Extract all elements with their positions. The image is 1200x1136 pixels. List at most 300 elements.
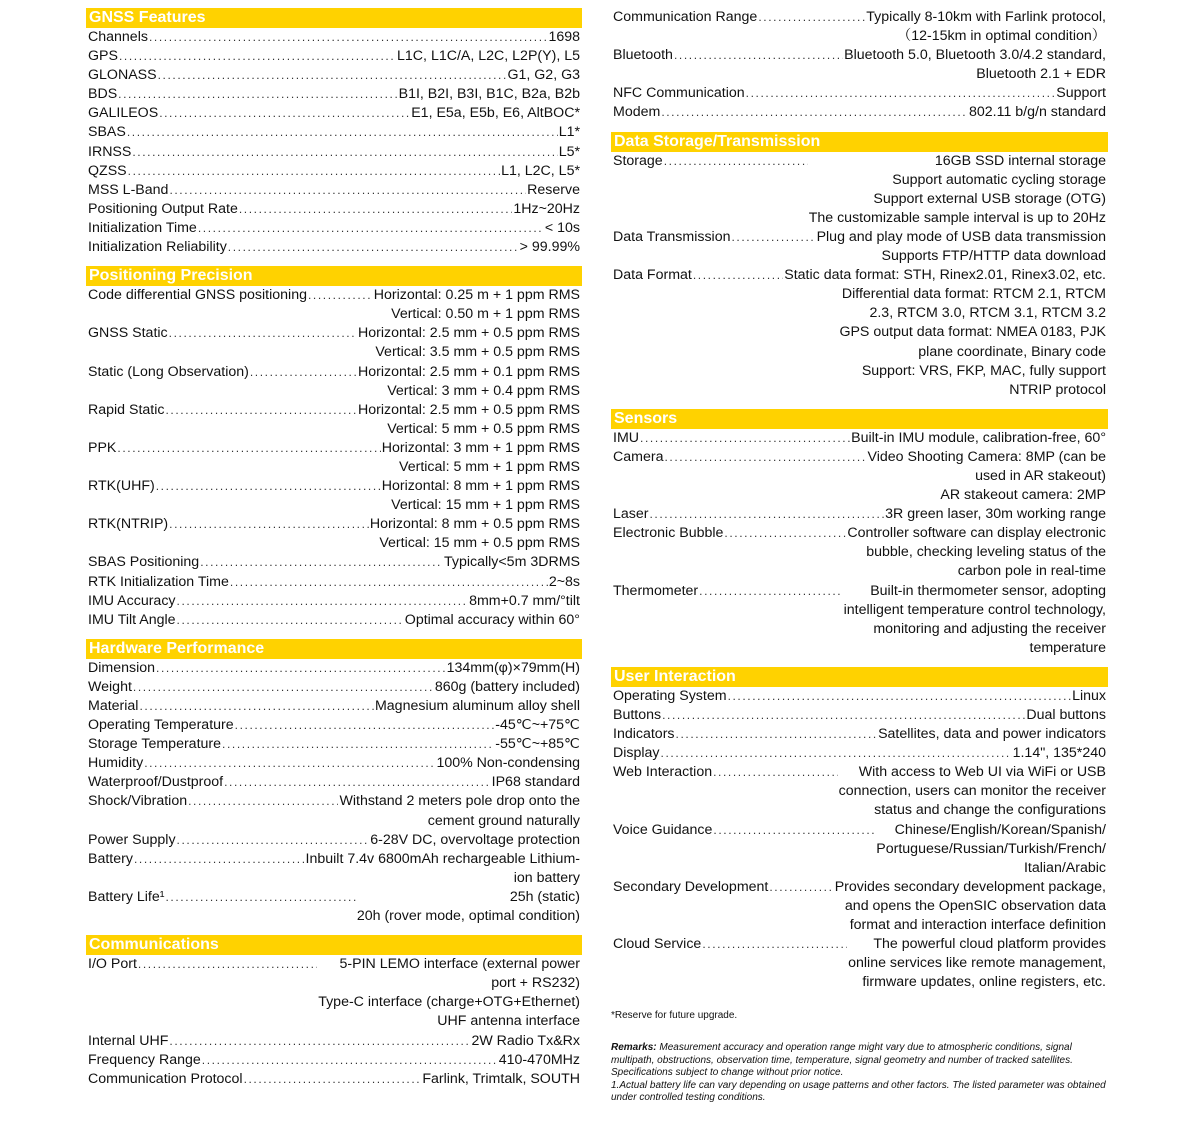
- dot-leader: [662, 706, 1025, 725]
- spec-value-line: The powerful cloud platform provides: [873, 936, 1106, 953]
- section-title: Communications: [86, 935, 582, 955]
- spec-value-line: L1*: [558, 124, 580, 141]
- spec-row: [88, 439, 580, 477]
- section-title: Hardware Performance: [86, 639, 582, 659]
- spec-row: [88, 238, 580, 257]
- spec-label: Positioning Output Rate: [88, 200, 238, 217]
- spec-value-line: bubble, checking leveling status of the: [866, 544, 1106, 561]
- spec-value: [868, 448, 1106, 505]
- spec-value-line: 1Hz~20Hz: [513, 200, 580, 217]
- spec-label: Rapid Static: [88, 401, 165, 418]
- spec-value: [435, 678, 580, 697]
- spec-value: [844, 46, 1106, 84]
- spec-value-line: Farlink, Trimtalk, SOUTH: [422, 1070, 580, 1087]
- section-title: GNSS Features: [86, 8, 582, 28]
- spec-row: [613, 8, 1106, 46]
- spec-row: [88, 792, 580, 830]
- dot-leader: [693, 266, 783, 285]
- spec-label: Web Interaction: [613, 764, 713, 781]
- spec-value: [866, 8, 1106, 46]
- spec-row: [88, 85, 580, 104]
- spec-value-line: Italian/Arabic: [1023, 859, 1106, 876]
- spec-label: Frequency Range: [88, 1051, 201, 1068]
- dot-leader: [133, 678, 434, 697]
- spec-label: Static (Long Observation): [88, 363, 249, 380]
- spec-value: [501, 162, 580, 181]
- spec-value-line: Horizontal: 2.5 mm + 0.5 ppm RMS: [358, 325, 580, 342]
- spec-row: [613, 524, 1106, 581]
- spec-value-line: Portuguese/Russian/Turkish/French/: [876, 840, 1106, 857]
- remarks-label: Remarks:: [611, 1042, 657, 1054]
- spec-value: [492, 773, 580, 792]
- spec-value-line: Built-in thermometer sensor, adopting: [870, 582, 1106, 599]
- dot-leader: [119, 47, 396, 66]
- spec-row: [613, 152, 1106, 228]
- spec-value: [358, 363, 580, 401]
- spec-row: [613, 46, 1106, 84]
- spec-row: [88, 162, 580, 181]
- spec-value-line: Horizontal: 0.25 m + 1 ppm RMS: [373, 287, 580, 304]
- spec-label: GALILEOS: [88, 105, 159, 122]
- spec-row: [88, 515, 580, 553]
- spec-value-line: Reserve: [527, 181, 580, 198]
- spec-value-line: Vertical: 5 mm + 1 ppm RMS: [399, 458, 580, 475]
- spec-label: Initialization Reliability: [88, 239, 227, 256]
- spec-value: [549, 573, 580, 592]
- spec-value: [1013, 744, 1106, 763]
- spec-value-line: Vertical: 3.5 mm + 0.5 ppm RMS: [375, 344, 580, 361]
- dot-leader: [244, 1070, 422, 1089]
- dot-leader: [188, 792, 338, 811]
- spec-label: Internal UHF: [88, 1032, 169, 1049]
- spec-value-line: Horizontal: 2.5 mm + 0.1 ppm RMS: [358, 363, 580, 380]
- spec-value-line: The customizable sample interval is up to 20Hz: [808, 209, 1106, 226]
- spec-value-line: AR stakeout camera: 2MP: [940, 487, 1106, 504]
- spec-label: Electronic Bubble: [613, 525, 724, 542]
- spec-value: [1072, 687, 1106, 706]
- spec-row: [613, 266, 1106, 400]
- spec-value: [969, 103, 1106, 122]
- spec-value-line: 1.14", 135*240: [1012, 745, 1106, 762]
- spec-label: Material: [88, 698, 139, 714]
- spec-row: [88, 104, 580, 123]
- spec-value-line: L1, L2C, L5*: [501, 162, 580, 179]
- spec-label: Channels: [88, 29, 148, 45]
- spec-label: NFC Communication: [613, 85, 745, 102]
- dot-leader: [769, 878, 833, 897]
- spec-row: [88, 850, 580, 888]
- section-body: [86, 286, 582, 630]
- spec-value-line: connection, users can monitor the receiver: [838, 783, 1106, 800]
- spec-value: [374, 286, 580, 324]
- spec-value-line: 1698: [548, 29, 580, 45]
- dot-leader: [149, 28, 547, 47]
- section-user-interaction: [611, 667, 1108, 993]
- spec-label: RTK(UHF): [88, 478, 155, 495]
- spec-value: [358, 401, 580, 439]
- spec-value: [397, 47, 580, 66]
- spec-value: [471, 1032, 580, 1051]
- section-gap: [611, 400, 1108, 409]
- spec-value: [835, 878, 1106, 935]
- spec-row: [88, 363, 580, 401]
- spec-value: [876, 821, 1106, 878]
- reserve-footnote: *Reserve for future upgrade.: [611, 1010, 738, 1022]
- spec-value-line: Bluetooth 5.0, Bluetooth 3.0/4.2 standard,: [844, 47, 1106, 64]
- spec-value-line: Vertical: 0.50 m + 1 ppm RMS: [391, 306, 580, 323]
- spec-label: Shock/Vibration: [88, 793, 188, 810]
- dot-leader: [664, 448, 866, 467]
- spec-value-line: 2W Radio Tx&Rx: [471, 1032, 580, 1049]
- spec-label: Battery Life¹: [88, 888, 165, 905]
- spec-label: QZSS: [88, 162, 127, 179]
- dot-leader: [127, 123, 558, 142]
- spec-value-line: Supports FTP/HTTP data download: [881, 248, 1106, 265]
- spec-value: [436, 754, 580, 773]
- spec-label: Waterproof/Dustproof: [88, 774, 224, 791]
- spec-row: [88, 678, 580, 697]
- dot-leader: [118, 85, 397, 104]
- spec-label: GNSS Static: [88, 325, 168, 342]
- spec-value-line: Plug and play mode of USB data transmission: [816, 228, 1106, 245]
- spec-value-line: temperature: [1029, 639, 1106, 656]
- dot-leader: [117, 439, 380, 458]
- dot-leader: [731, 228, 815, 247]
- section-gap: [86, 926, 582, 935]
- spec-value: [495, 735, 580, 754]
- spec-label: Data Format: [613, 267, 692, 284]
- spec-label: Thermometer: [613, 582, 699, 599]
- spec-label: Cloud Service: [613, 936, 702, 953]
- spec-label: IMU: [613, 429, 640, 446]
- spec-row: [88, 888, 580, 926]
- spec-label: MSS L-Band: [88, 181, 169, 198]
- section-data-storage-transmission: [611, 132, 1108, 400]
- spec-value: [844, 582, 1106, 658]
- dot-leader: [166, 888, 356, 907]
- dot-leader: [222, 735, 494, 754]
- dot-leader: [224, 773, 491, 792]
- spec-label: RTK Initialization Time: [88, 573, 229, 590]
- spec-value-line: Vertical: 15 mm + 0.5 ppm RMS: [379, 535, 580, 552]
- spec-value-line: Provides secondary development package,: [834, 878, 1106, 895]
- spec-value: [358, 324, 580, 362]
- dot-leader: [139, 697, 374, 716]
- spec-label: Modem: [613, 104, 661, 121]
- spec-label: Buttons: [613, 707, 662, 723]
- spec-value-line: Magnesium aluminum alloy shell: [374, 698, 580, 714]
- spec-value-line: Withstand 2 meters pole drop onto the: [339, 793, 580, 810]
- spec-value: [382, 477, 580, 515]
- dot-leader: [661, 103, 968, 122]
- dot-leader: [169, 324, 357, 343]
- spec-row: [88, 66, 580, 85]
- section-hardware-performance: [86, 639, 582, 926]
- spec-label: Weight: [88, 678, 132, 695]
- section-gnss-features: [86, 8, 582, 257]
- dot-leader: [166, 401, 358, 420]
- spec-row: [88, 754, 580, 773]
- spec-value-line: Support: VRS, FKP, MAC, fully support: [861, 362, 1106, 379]
- spec-row: [613, 84, 1106, 103]
- remarks: [611, 1042, 1108, 1105]
- spec-label: Communication Protocol: [88, 1070, 243, 1087]
- spec-value: [527, 181, 580, 200]
- spec-row: [88, 1032, 580, 1051]
- spec-label: Operating System: [613, 687, 727, 704]
- section-body: [611, 152, 1108, 400]
- spec-value: [469, 592, 580, 611]
- section-gap: [611, 658, 1108, 667]
- spec-label: Code differential GNSS positioning: [88, 287, 307, 304]
- spec-value-line: Linux: [1072, 687, 1106, 704]
- dot-leader: [128, 162, 500, 181]
- spec-row: [613, 821, 1106, 878]
- dot-leader: [202, 1051, 498, 1070]
- spec-value-line: Video Shooting Camera: 8MP (can be: [867, 448, 1106, 465]
- dot-leader: [159, 104, 410, 123]
- spec-row: [88, 573, 580, 592]
- spec-value: [1056, 84, 1106, 103]
- spec-value-line: monitoring and adjusting the receiver: [873, 620, 1106, 637]
- spec-value: [513, 200, 580, 219]
- spec-value: [444, 553, 580, 572]
- spec-value: [447, 659, 580, 678]
- spec-row: [613, 935, 1106, 992]
- dot-leader: [158, 66, 507, 85]
- spec-value-line: and opens the OpenSIC observation data: [844, 897, 1106, 914]
- spec-value-line: Support automatic cycling storage: [892, 171, 1106, 188]
- dot-leader: [144, 754, 435, 773]
- spec-value: [495, 716, 580, 735]
- dot-leader: [702, 935, 847, 954]
- spec-value: [847, 524, 1106, 581]
- dot-leader: [169, 515, 369, 534]
- spec-value: [318, 955, 580, 1031]
- spec-value-line: Satellites, data and power indicators: [878, 726, 1106, 743]
- dot-leader: [661, 744, 1012, 763]
- spec-value-line: Horizontal: 8 mm + 1 ppm RMS: [381, 478, 580, 495]
- spec-value-line: Optimal accuracy within 60°: [404, 611, 580, 628]
- dot-leader: [134, 850, 305, 869]
- dot-leader: [230, 573, 548, 592]
- spec-value: [405, 611, 580, 630]
- section-body: [611, 687, 1108, 993]
- section-body: [86, 659, 582, 926]
- spec-value: [559, 143, 580, 162]
- dot-leader: [728, 687, 1072, 706]
- dot-leader: [650, 505, 885, 524]
- spec-value: [507, 66, 580, 85]
- spec-label: Humidity: [88, 755, 144, 772]
- spec-value: [399, 85, 580, 104]
- dot-leader: [746, 84, 1056, 103]
- spec-label: Secondary Development: [613, 878, 769, 895]
- spec-row: [613, 505, 1106, 524]
- dot-leader: [169, 1032, 470, 1051]
- spec-value-line: -55℃~+85℃: [495, 736, 580, 753]
- spec-row: [88, 697, 580, 716]
- right-sections: [611, 8, 1108, 992]
- spec-value-line: Vertical: 5 mm + 0.5 ppm RMS: [387, 420, 580, 437]
- spec-row: [88, 219, 580, 238]
- right-column: [611, 8, 1108, 1105]
- spec-label: IRNSS: [88, 143, 132, 160]
- spec-value-line: Built-in IMU module, calibration-free, 60°: [851, 429, 1106, 446]
- spec-row: [88, 47, 580, 66]
- spec-row: [613, 582, 1106, 658]
- dot-leader: [198, 219, 544, 238]
- spec-row: [88, 28, 580, 47]
- spec-value: [370, 831, 580, 850]
- spec-value-line: L5*: [558, 143, 580, 160]
- spec-value-line: Inbuilt 7.4v 6800mAh rechargeable Lithium-: [305, 850, 580, 867]
- section-title: Sensors: [611, 409, 1108, 429]
- spec-value-line: 20h (rover mode, optimal condition): [356, 908, 580, 925]
- section-gap: [86, 630, 582, 639]
- spec-label: Battery: [88, 850, 133, 867]
- section-communications: [86, 935, 582, 1089]
- dot-leader: [724, 524, 846, 543]
- dot-leader: [169, 181, 526, 200]
- spec-value-line: 8mm+0.7 mm/°tilt: [469, 592, 580, 609]
- dot-leader: [713, 821, 875, 840]
- spec-value: [885, 505, 1106, 524]
- spec-label: SBAS: [88, 124, 126, 141]
- dot-leader: [228, 238, 519, 257]
- spec-row: [613, 763, 1106, 820]
- spec-value-line: ion battery: [513, 869, 580, 886]
- spec-row: [88, 592, 580, 611]
- dot-leader: [758, 8, 865, 27]
- spec-value-line: 134mm(φ)×79mm(H): [446, 659, 580, 676]
- spec-label: GLONASS: [88, 67, 157, 84]
- spec-label: IMU Tilt Angle: [88, 611, 176, 628]
- spec-value-line: intelligent temperature control technology,: [843, 601, 1106, 618]
- spec-value-line: Bluetooth 2.1 + EDR: [976, 66, 1106, 83]
- spec-value-line: Vertical: 3 mm + 0.4 ppm RMS: [387, 382, 580, 399]
- spec-row: [88, 553, 580, 572]
- spec-row: [88, 773, 580, 792]
- section-positioning-precision: [86, 266, 582, 630]
- spec-value-line: 2~8s: [548, 573, 580, 590]
- spec-label: Bluetooth: [613, 47, 673, 64]
- dot-leader: [177, 611, 404, 630]
- section-body: [611, 8, 1108, 123]
- spec-value-line: used in AR stakeout): [975, 467, 1106, 484]
- section-body: [86, 955, 582, 1089]
- spec-value: [357, 888, 580, 926]
- dot-leader: [156, 477, 381, 496]
- spec-label: Camera: [613, 448, 664, 465]
- section-title: Positioning Precision: [86, 266, 582, 286]
- dot-leader: [674, 46, 843, 65]
- spec-value-line: firmware updates, online registers, etc.: [862, 974, 1106, 991]
- spec-value: [411, 104, 580, 123]
- spec-row: [88, 477, 580, 515]
- spec-value: [848, 935, 1106, 992]
- spec-label: Laser: [613, 506, 649, 523]
- spec-value-line: E1, E5a, E5b, E6, AltBOC*: [411, 105, 580, 122]
- spec-label: Storage: [613, 152, 663, 169]
- spec-value-line: 2.3, RTCM 3.0, RTCM 3.1, RTCM 3.2: [869, 305, 1106, 322]
- dot-leader: [713, 763, 838, 782]
- spec-value-line: L1C, L1C/A, L2C, L2P(Y), L5: [397, 48, 580, 65]
- remarks-text: Measurement accuracy and operation range might vary due to atmospheric conditions, signal multipath, obstructions, observation time, temperature, signal geometry and number of tracked satellites. Specifications subject to change without prior notice.: [611, 1042, 1073, 1079]
- spec-value-line: -45℃~+75℃: [495, 717, 580, 734]
- spec-value-line: < 10s: [544, 219, 580, 236]
- spec-row: [613, 725, 1106, 744]
- spec-row: [88, 735, 580, 754]
- spec-row: [88, 123, 580, 142]
- dot-leader: [699, 582, 842, 601]
- dot-leader: [664, 152, 808, 171]
- spec-value: [339, 792, 580, 830]
- spec-value-line: status and change the configurations: [874, 802, 1106, 819]
- spec-value: [499, 1051, 580, 1070]
- spec-label: Initialization Time: [88, 219, 197, 236]
- spec-value-line: B1I, B2I, B3I, B1C, B2a, B2b: [398, 86, 580, 103]
- spec-value-line: plane coordinate, Binary code: [918, 343, 1106, 360]
- section-body: [611, 429, 1108, 658]
- spec-row: [88, 659, 580, 678]
- spec-label: Indicators: [613, 726, 675, 743]
- spec-label: Display: [613, 745, 660, 762]
- spec-value-line: Support: [1056, 85, 1106, 102]
- spec-value-line: 16GB SSD internal storage: [934, 152, 1106, 169]
- spec-value-line: UHF antenna interface: [437, 1013, 580, 1030]
- left-column: [86, 8, 582, 1089]
- spec-value-line: Typically 8-10km with Farlink protocol,: [866, 9, 1106, 25]
- spec-value-line: port + RS232): [491, 975, 580, 992]
- spec-row: [88, 955, 580, 1031]
- spec-label: SBAS Positioning: [88, 554, 200, 571]
- spec-value-line: Differential data format: RTCM 2.1, RTCM: [841, 286, 1106, 303]
- spec-value: [370, 515, 580, 553]
- dot-leader: [177, 592, 469, 611]
- spec-value-line: Chinese/English/Korean/Spanish/: [894, 821, 1106, 838]
- spec-value-line: Horizontal: 2.5 mm + 0.5 ppm RMS: [358, 401, 580, 418]
- spec-value: [817, 228, 1106, 266]
- spec-label: IMU Accuracy: [88, 592, 176, 609]
- spec-value-line: Dual buttons: [1026, 707, 1106, 723]
- spec-row: [88, 286, 580, 324]
- spec-value: [548, 28, 580, 47]
- spec-value: [784, 266, 1106, 400]
- spec-value-line: Horizontal: 3 mm + 1 ppm RMS: [381, 439, 580, 456]
- spec-value-line: Typically<5m 3DRMS: [444, 554, 580, 571]
- section-title: User Interaction: [611, 667, 1108, 687]
- section-body: [86, 28, 582, 257]
- spec-row: [88, 1070, 580, 1089]
- spec-value: [851, 429, 1106, 448]
- spec-value: [839, 763, 1106, 820]
- spec-row: [613, 878, 1106, 935]
- spec-value: [382, 439, 580, 477]
- spec-row: [613, 429, 1106, 448]
- spec-value-line: Controller software can display electronic: [847, 525, 1106, 542]
- spec-row: [88, 200, 580, 219]
- spec-row: [613, 706, 1106, 725]
- spec-value-line: Vertical: 15 mm + 1 ppm RMS: [391, 497, 580, 514]
- spec-label: Data Transmission: [613, 228, 731, 245]
- spec-value-line: G1, G2, G3: [507, 67, 580, 84]
- spec-value: [545, 219, 580, 238]
- spec-value-line: 6-28V DC, overvoltage protection: [370, 831, 580, 848]
- section-gap: [611, 123, 1108, 132]
- spec-value: [559, 123, 580, 142]
- spec-value-line: 410-470MHz: [498, 1051, 580, 1068]
